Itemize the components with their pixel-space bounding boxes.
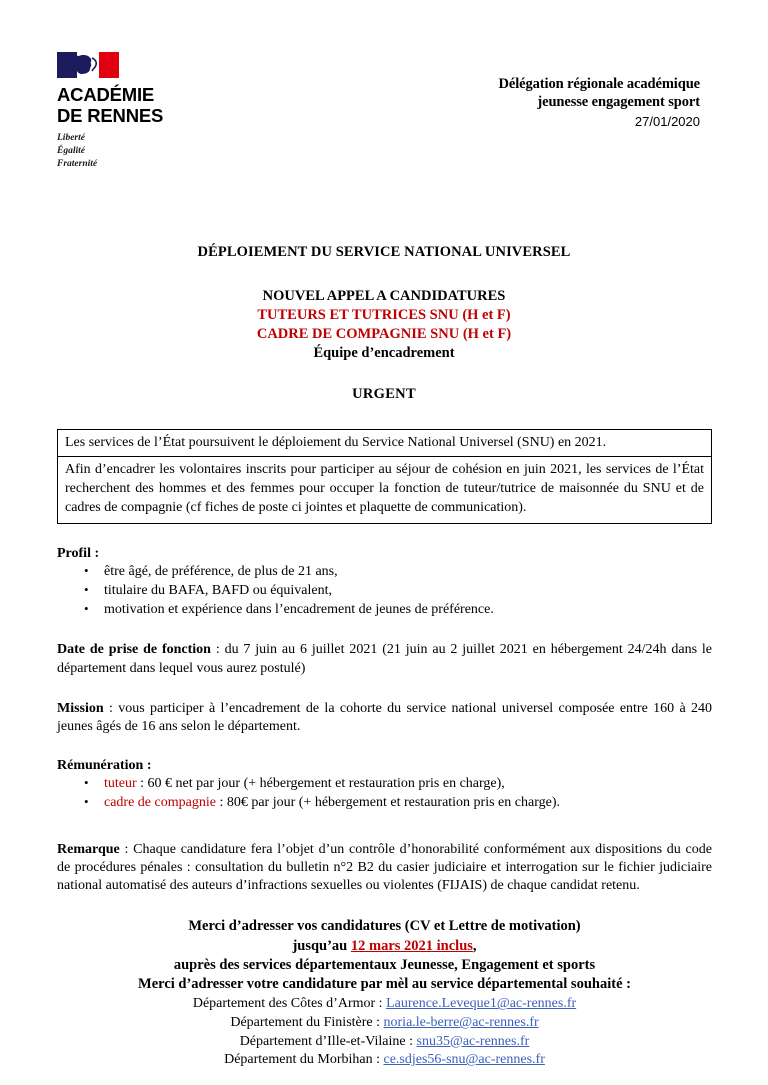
profil-label: Profil : (57, 546, 100, 562)
remarque-paragraph (57, 841, 712, 896)
intro-box (57, 429, 712, 525)
subtitle-equipe: Équipe d’encadrement (313, 345, 455, 362)
republic-motto (57, 132, 237, 170)
academy-name-line2: DE RENNES (57, 104, 164, 126)
closing-jusquau: jusqu’au (292, 937, 351, 954)
remarque-label: Remarque (57, 841, 120, 857)
intro-box-row-1: Les services de l’État poursuivent le déploiement du Service National Universel (SNU) en 2021. (58, 430, 711, 458)
contact-email-link[interactable]: snu35@ac-rennes.fr (416, 1033, 530, 1049)
closing-line-2 (57, 937, 712, 956)
list-item: • motivation et expérience dans l’encadrement de jeunes de préférence. (57, 601, 712, 620)
contact-email-link[interactable]: Laurence.Leveque1@ac-rennes.fr (386, 996, 577, 1012)
motto-liberte: Liberté (57, 133, 85, 144)
subtitle-block (0, 287, 768, 364)
motto-egalite: Égalité (57, 146, 85, 157)
contact-row (57, 1014, 712, 1033)
list-item: • être âgé, de préférence, de plus de 21 ans, (57, 563, 712, 582)
closing-comma: , (472, 937, 477, 954)
academy-logo-block (57, 52, 237, 171)
remuneration-role-tuteur: tuteur (104, 776, 137, 792)
mission-label: Mission (57, 700, 104, 716)
closing-block (57, 917, 712, 994)
contact-row (57, 1051, 712, 1070)
remarque-text: : Chaque candidature fera l’objet d’un contrôle d’honorabilité conformément aux dispositions du code de procédures pénales : consultation du bulletin n°2 B2 du casier judiciaire et interrogation sur le fichier judiciaire national automatisé des auteurs d’infractions sexuelles ou violentes (FIJAIS) de chaque candidat retenu. (57, 841, 712, 894)
closing-line-1: Merci d’adresser vos candidatures (CV et Lettre de motivation) (188, 918, 581, 935)
remuneration-detail-cadre: : 80€ par jour (+ hébergement et restauration pris en charge). (215, 794, 560, 810)
section-mission (57, 700, 712, 736)
section-remuneration (57, 758, 712, 813)
subtitle-role-tuteurs: TUTEURS ET TUTRICES SNU (H et F) (257, 307, 511, 324)
mission-text: : vous participer à l’encadrement de la cohorte du service national universel composée entre 160 à 240 jeunes âgés de 16 ans selon le département. (57, 700, 712, 735)
contact-row (57, 1033, 712, 1052)
contact-label: Département du Morbihan : (224, 1052, 384, 1068)
title-block (0, 244, 768, 403)
flag-white-band (77, 52, 98, 78)
delegation-line-1: Délégation régionale académique (498, 76, 700, 92)
contact-label: Département d’Ille-et-Vilaine : (239, 1033, 417, 1049)
section-remarque (57, 841, 712, 896)
contact-label: Département des Côtes d’Armor : (192, 996, 387, 1012)
closing-line-3: auprès des services départementaux Jeunesse, Engagement et sports (173, 956, 596, 973)
contact-email-link[interactable]: noria.le-berre@ac-rennes.fr (383, 1015, 539, 1031)
contact-list (57, 995, 712, 1069)
section-date-fonction (57, 641, 712, 677)
remuneration-detail-tuteur: : 60 € net par jour (+ hébergement et restauration pris en charge), (136, 776, 505, 792)
date-fonction-text: : du 7 juin au 6 juillet 2021 (21 juin au 2 juillet 2021 en hébergement 24/24h dans le département dans lequel vous aurez postulé) (57, 642, 712, 676)
marianne-profile-icon (77, 53, 98, 78)
list-item (57, 794, 712, 813)
urgent-label: URGENT (352, 385, 416, 402)
list-item: • titulaire du BAFA, BAFD ou équivalent, (57, 582, 712, 601)
remuneration-role-cadre: cadre de compagnie (104, 794, 216, 810)
intro-box-row-2: Afin d’encadrer les volontaires inscrits pour participer au séjour de cohésion en juin 2021, les services de l’État recherchent des hommes et des femmes pour occuper la fonction de tuteur/tutrice de maisonnée du SNU et de cadres de compagnie (cf fiches de poste ci jointes et plaquette de communication). (65, 462, 704, 515)
page-title: DÉPLOIEMENT DU SERVICE NATIONAL UNIVERSEL (197, 244, 571, 260)
mission-paragraph (57, 700, 712, 736)
date-fonction-label: Date de prise de fonction (57, 642, 211, 658)
delegation-header (499, 76, 700, 129)
subtitle-role-cadre: CADRE DE COMPAGNIE SNU (H et F) (256, 326, 512, 343)
flag-red-band (99, 52, 119, 78)
profil-list (57, 563, 712, 619)
section-profil (57, 546, 712, 619)
subtitle-appel: NOUVEL APPEL A CANDIDATURES (262, 288, 506, 304)
document-body (57, 546, 712, 1070)
date-fonction-paragraph (57, 641, 712, 677)
french-flag-marianne-icon (57, 52, 119, 78)
closing-line-4: Merci d’adresser votre candidature par mèl au service départemental souhaité : (138, 976, 631, 993)
academy-name (57, 85, 237, 126)
document-header (0, 0, 768, 180)
deadline-date: 12 mars 2021 inclus (350, 937, 473, 954)
motto-fraternite: Fraternité (57, 159, 98, 170)
contact-email-link[interactable]: ce.sdjes56-snu@ac-rennes.fr (383, 1052, 545, 1068)
contact-label: Département du Finistère : (230, 1015, 384, 1031)
list-item (57, 775, 712, 794)
document-date: 27/01/2020 (634, 113, 700, 129)
remuneration-list (57, 775, 712, 813)
delegation-line-2: jeunesse engagement sport (537, 93, 700, 110)
contact-row (57, 995, 712, 1014)
flag-blue-band (57, 52, 77, 78)
academy-name-line1: ACADÉMIE (57, 84, 155, 105)
remuneration-label: Rémunération : (57, 758, 152, 774)
